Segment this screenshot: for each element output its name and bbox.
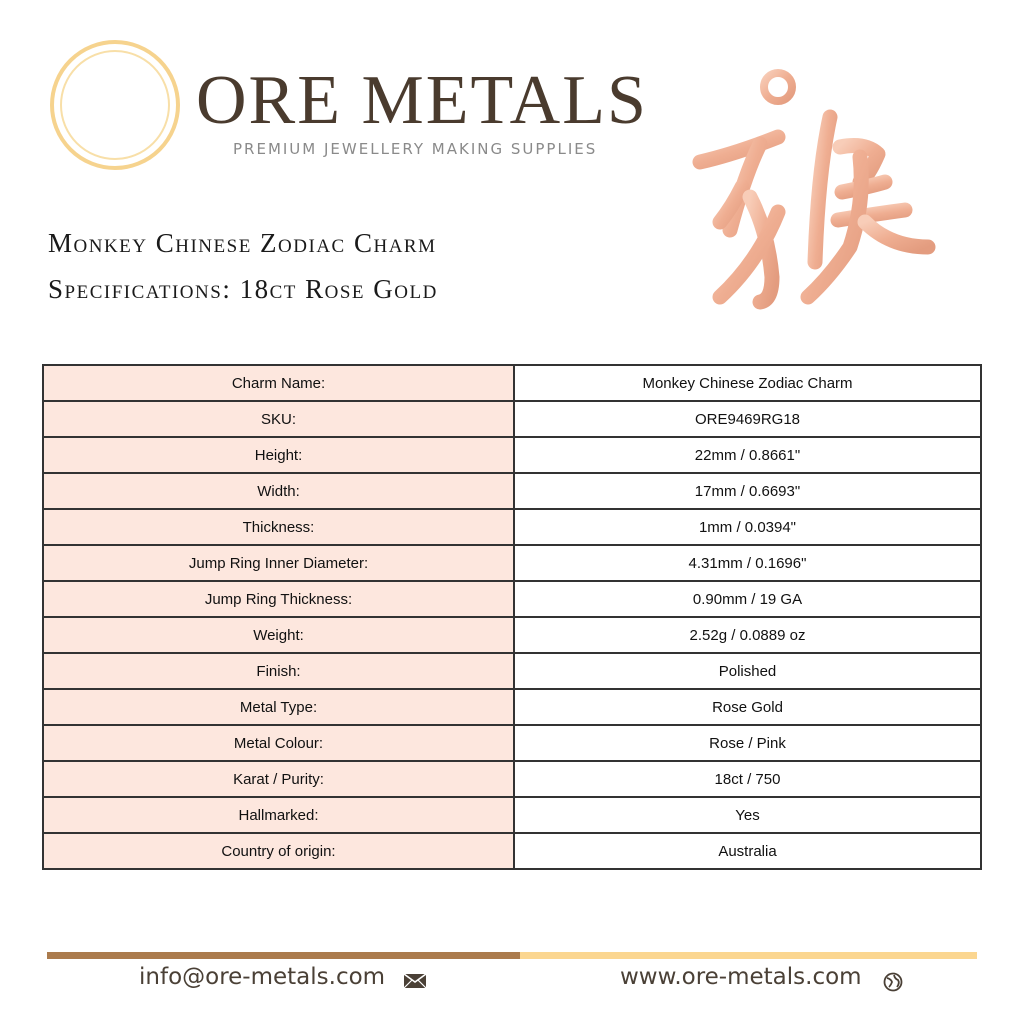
spec-value: Polished (514, 653, 981, 689)
table-row (43, 473, 981, 509)
spec-value: 18ct / 750 (514, 761, 981, 797)
spec-value: Monkey Chinese Zodiac Charm (514, 365, 981, 401)
product-title: Monkey Chinese Zodiac Charm (48, 228, 437, 258)
envelope-icon (403, 972, 427, 990)
table-row (43, 653, 981, 689)
table-row (43, 509, 981, 545)
spec-label: Height: (43, 437, 514, 473)
logo-ring-icon (50, 40, 180, 170)
spec-value: Yes (514, 797, 981, 833)
spec-value: ORE9469RG18 (514, 401, 981, 437)
brand-tagline: PREMIUM JEWELLERY MAKING SUPPLIES (233, 140, 598, 158)
spec-label: Jump Ring Thickness: (43, 581, 514, 617)
spec-value: 1mm / 0.0394" (514, 509, 981, 545)
table-row (43, 581, 981, 617)
spec-value: 0.90mm / 19 GA (514, 581, 981, 617)
footer-divider-left (47, 952, 520, 959)
spec-value: Rose Gold (514, 689, 981, 725)
spec-label: Weight: (43, 617, 514, 653)
spec-label: Finish: (43, 653, 514, 689)
table-row (43, 401, 981, 437)
spec-value: 2.52g / 0.0889 oz (514, 617, 981, 653)
spec-label: Country of origin: (43, 833, 514, 869)
spec-label: SKU: (43, 401, 514, 437)
table-row (43, 761, 981, 797)
contact-email-link[interactable]: info@ore-metals.com (139, 964, 386, 990)
spec-label: Charm Name: (43, 365, 514, 401)
table-row (43, 365, 981, 401)
spec-value: 4.31mm / 0.1696" (514, 545, 981, 581)
table-row (43, 437, 981, 473)
spec-label: Jump Ring Inner Diameter: (43, 545, 514, 581)
monkey-zodiac-charm-icon (690, 62, 940, 322)
spec-label: Karat / Purity: (43, 761, 514, 797)
specifications-table (42, 364, 982, 870)
spec-value: Australia (514, 833, 981, 869)
table-row (43, 797, 981, 833)
spec-label: Metal Colour: (43, 725, 514, 761)
table-row (43, 725, 981, 761)
footer-divider-right (520, 952, 977, 959)
brand-name: ORE METALS (196, 62, 648, 139)
spec-label: Width: (43, 473, 514, 509)
spec-label: Hallmarked: (43, 797, 514, 833)
table-row (43, 545, 981, 581)
globe-icon (883, 972, 903, 992)
spec-value: 22mm / 0.8661" (514, 437, 981, 473)
table-row (43, 617, 981, 653)
table-row (43, 689, 981, 725)
website-link[interactable]: www.ore-metals.com (620, 964, 862, 990)
spec-value: 17mm / 0.6693" (514, 473, 981, 509)
spec-value: Rose / Pink (514, 725, 981, 761)
product-specifications-heading: Specifications: 18ct Rose Gold (48, 274, 438, 304)
spec-label: Metal Type: (43, 689, 514, 725)
spec-label: Thickness: (43, 509, 514, 545)
table-row (43, 833, 981, 869)
